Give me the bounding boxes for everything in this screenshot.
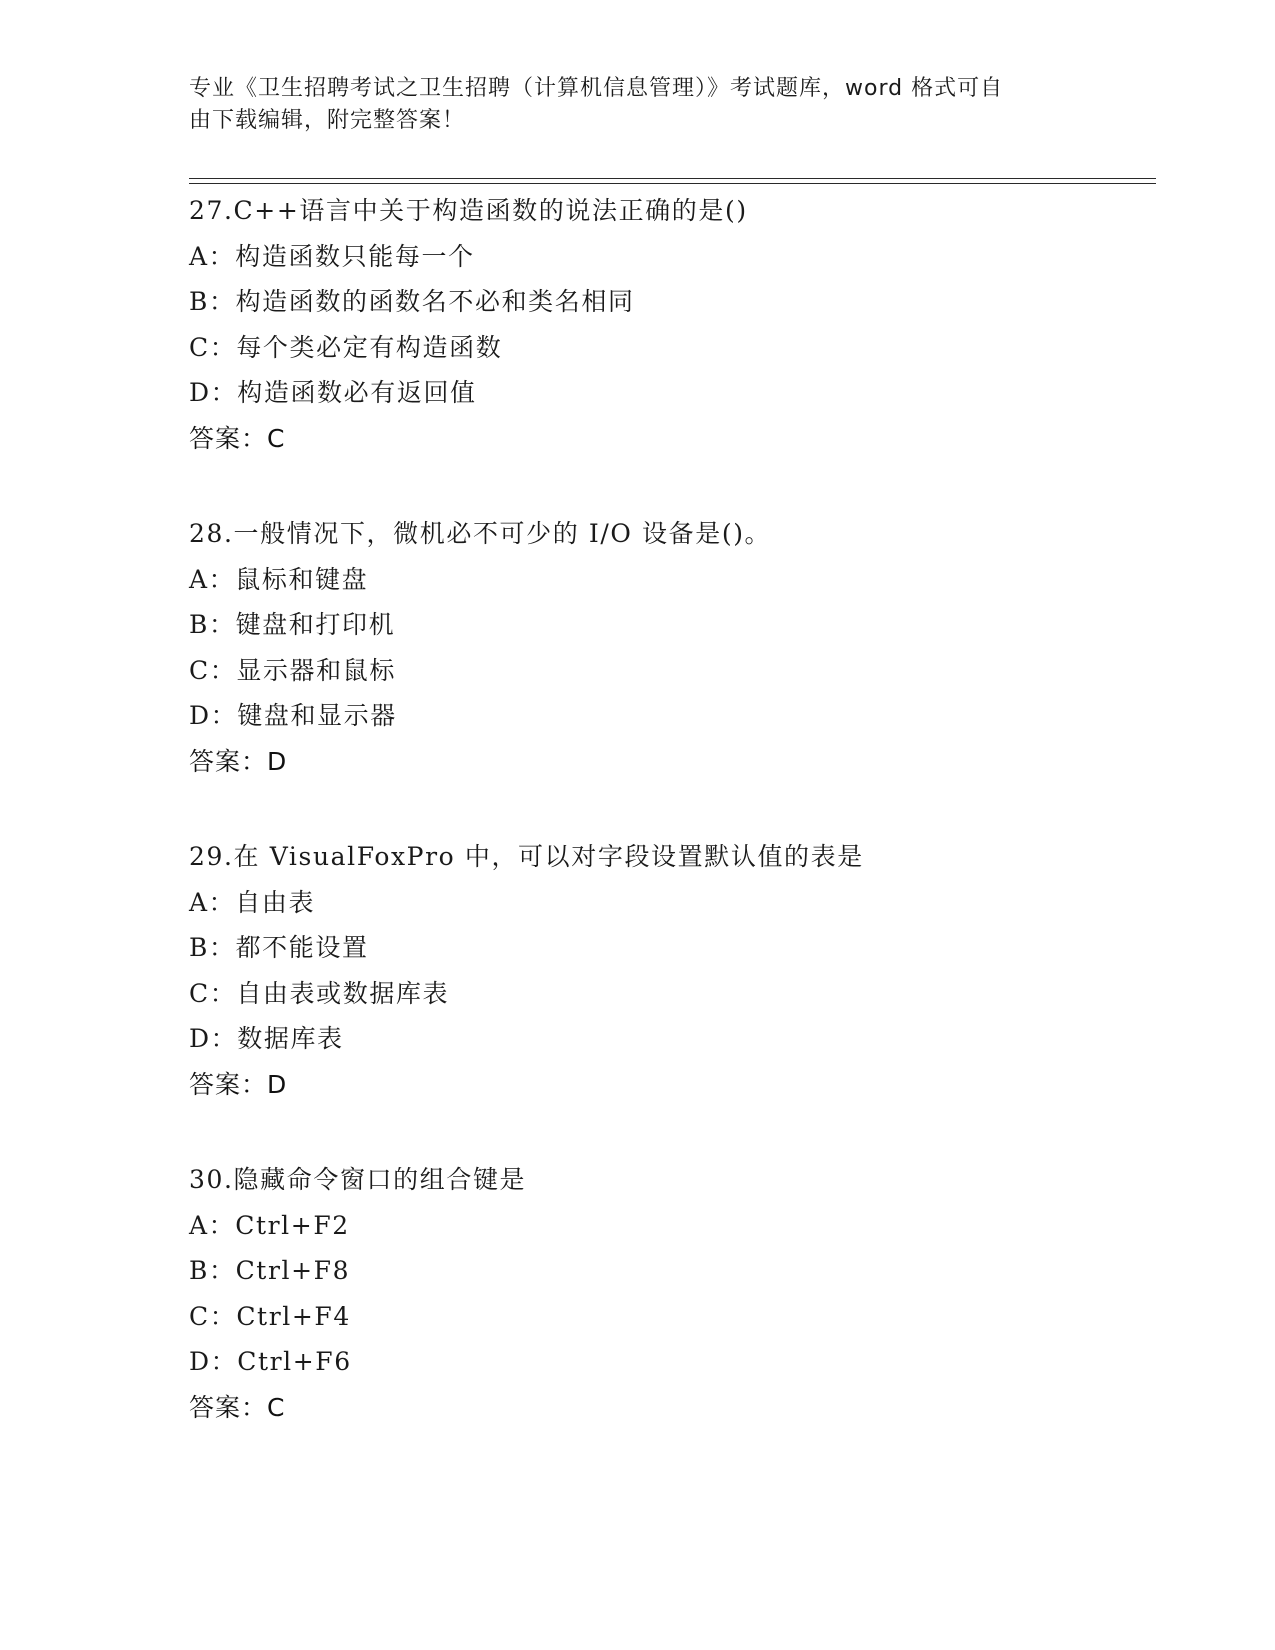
question-list bbox=[189, 188, 1149, 1480]
option-a: A：Ctrl+F2 bbox=[189, 1210, 350, 1240]
question-28 bbox=[189, 511, 1149, 784]
question-29 bbox=[189, 834, 1149, 1107]
question-stem: 29.在 VisualFoxPro 中，可以对字段设置默认值的表是 bbox=[189, 842, 864, 871]
question-27 bbox=[189, 188, 1149, 461]
answer: 答案：C bbox=[189, 423, 286, 453]
option-b: B：都不能设置 bbox=[189, 933, 369, 962]
option-d: D：数据库表 bbox=[189, 1024, 344, 1053]
option-b: B：构造函数的函数名不必和类名相同 bbox=[189, 287, 635, 316]
header-line-2: 由下载编辑，附完整答案！ bbox=[189, 108, 466, 133]
question-stem: 27.C++语言中关于构造函数的说法正确的是() bbox=[189, 196, 748, 225]
answer: 答案：C bbox=[189, 1392, 286, 1422]
option-a: A：自由表 bbox=[189, 887, 316, 917]
header-rule-top bbox=[189, 178, 1156, 179]
option-c: C：Ctrl+F4 bbox=[189, 1301, 351, 1331]
option-b: B：Ctrl+F8 bbox=[189, 1256, 351, 1285]
option-d: D：键盘和显示器 bbox=[189, 701, 397, 730]
option-c: C：显示器和鼠标 bbox=[189, 655, 396, 685]
question-stem: 30.隐藏命令窗口的组合键是 bbox=[189, 1165, 527, 1194]
option-b: B：键盘和打印机 bbox=[189, 610, 396, 639]
option-a: A：鼠标和键盘 bbox=[189, 564, 369, 594]
option-a: A：构造函数只能每一个 bbox=[189, 241, 475, 271]
document-header bbox=[189, 73, 1069, 137]
answer: 答案：D bbox=[189, 1069, 288, 1099]
answer: 答案：D bbox=[189, 746, 288, 776]
option-c: C：自由表或数据库表 bbox=[189, 978, 450, 1008]
option-c: C：每个类必定有构造函数 bbox=[189, 332, 503, 362]
header-line-1: 专业《卫生招聘考试之卫生招聘（计算机信息管理）》考试题库，word 格式可自 bbox=[189, 76, 1004, 101]
question-30 bbox=[189, 1157, 1149, 1430]
option-d: D：Ctrl+F6 bbox=[189, 1347, 352, 1376]
header-rule-bottom bbox=[189, 183, 1156, 184]
option-d: D：构造函数必有返回值 bbox=[189, 378, 477, 407]
question-stem: 28.一般情况下，微机必不可少的 I/O 设备是()。 bbox=[189, 519, 772, 548]
